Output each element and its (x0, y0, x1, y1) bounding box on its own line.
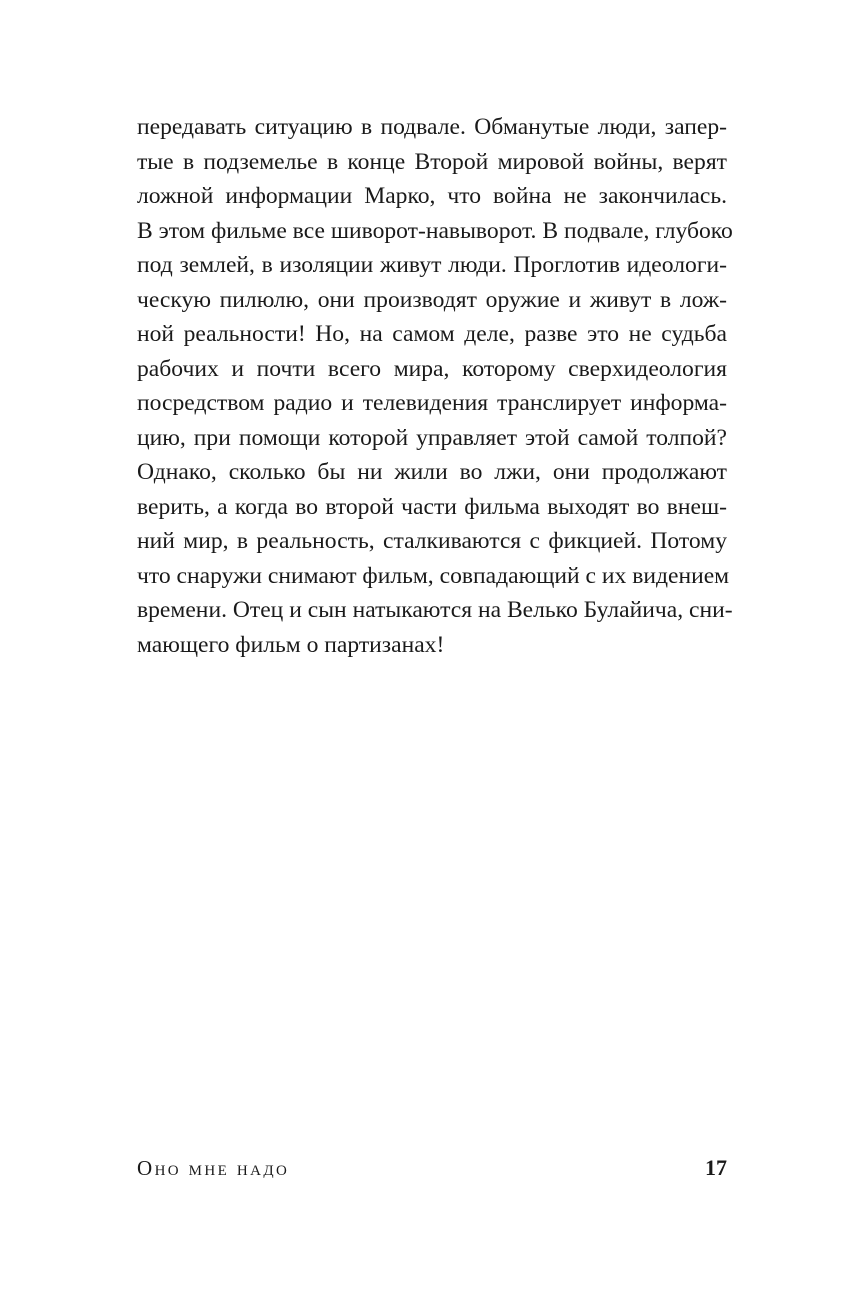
text-line: рабочих и почти всего мира, которому сверхидеология (137, 355, 727, 382)
page-footer (137, 1153, 727, 1187)
text-line: мающего фильм о партизанах! (137, 631, 445, 658)
text-line: ческую пилюлю, они производят оружие и живут в лож- (137, 286, 727, 313)
text-line: верить, а когда во второй части фильма выходят во внеш- (137, 493, 727, 520)
text-line: ложной информации Марко, что война не закончилась. (137, 183, 727, 209)
running-head: Оно мне надо (137, 1156, 290, 1180)
text-line: ний мир, в реальность, сталкиваются с фикцией. Потому (137, 528, 727, 554)
body-paragraph (137, 110, 733, 662)
text-line: ной реальности! Но, на самом деле, разве это не судьба (137, 321, 727, 347)
text-line: под землей, в изоляции живут люди. Проглотив идеологи- (137, 252, 727, 278)
text-line: цию, при помощи которой управляет этой самой толпой? (137, 424, 727, 451)
text-line: тые в подземелье в конце Второй мировой войны, верят (137, 148, 727, 175)
text-line: что снаружи снимают фильм, совпадающий с их видением (137, 562, 730, 589)
page-number: 17 (705, 1155, 727, 1180)
text-line: Однако, сколько бы ни жили во лжи, они продолжают (137, 459, 727, 485)
text-line: посредством радио и телевидения транслирует информа- (137, 390, 727, 416)
text-line: передавать ситуацию в подвале. Обманутые люди, запер- (137, 114, 727, 140)
text-line: В этом фильме все шиворот-навыворот. В подвале, глубоко (137, 217, 733, 244)
text-line: времени. Отец и сын натыкаются на Велько Булайича, сни- (137, 597, 733, 623)
